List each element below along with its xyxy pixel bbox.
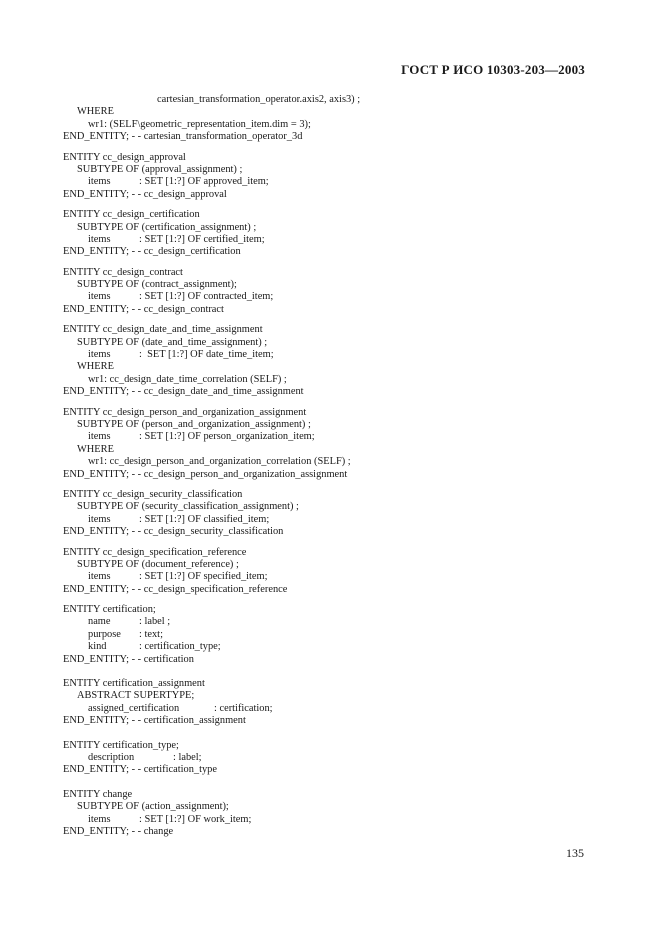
supertype-clause: ABSTRACT SUPERTYPE; <box>77 690 195 702</box>
entity-declaration: ENTITY cc_design_contract <box>63 266 183 278</box>
attribute-name: purpose <box>88 628 121 640</box>
entity-cc-design-security-classification <box>63 489 623 539</box>
attribute-row <box>63 752 623 764</box>
attribute-row <box>63 176 623 188</box>
attribute-name: items <box>88 513 111 525</box>
subtype-clause: SUBTYPE OF (action_assignment); <box>77 801 229 813</box>
entity-cc-design-specification-reference <box>63 547 623 597</box>
attribute-name: items <box>88 349 111 361</box>
end-entity: END_ENTITY; - - cc_design_security_classification <box>63 526 284 538</box>
end-entity: END_ENTITY; - - cc_design_date_and_time_assignment <box>63 386 304 398</box>
attribute-type: : label ; <box>139 616 171 628</box>
subtype-clause: SUBTYPE OF (date_and_time_assignment) ; <box>77 336 268 348</box>
entity-certification-type <box>63 740 623 777</box>
where-keyword: WHERE <box>77 106 114 118</box>
attribute-type: : certification; <box>214 702 273 714</box>
attribute-type: : label; <box>173 751 202 763</box>
subtype-clause: SUBTYPE OF (approval_assignment) ; <box>77 163 243 175</box>
attribute-name: kind <box>88 641 107 653</box>
entity-declaration: ENTITY certification; <box>63 604 156 616</box>
attribute-name: items <box>88 291 111 303</box>
entity-cc-design-date-and-time-assignment <box>63 324 623 398</box>
end-entity: END_ENTITY; - - change <box>63 825 174 837</box>
code-line: cartesian_transformation_operator.axis2, axis3) ; <box>157 94 361 105</box>
express-listing <box>63 94 623 838</box>
end-entity: END_ENTITY; - - cartesian_transformation_operator_3d <box>63 131 303 143</box>
attribute-row <box>63 234 623 246</box>
entity-cc-design-contract <box>63 267 623 317</box>
attribute-type: : SET [1:?] OF certified_item; <box>139 233 265 245</box>
subtype-clause: SUBTYPE OF (document_reference) ; <box>77 558 239 570</box>
where-rule: wr1: cc_design_date_time_correlation (SELF) ; <box>88 373 287 385</box>
attribute-row <box>63 814 623 826</box>
attribute-type: : SET [1:?] OF specified_item; <box>139 571 268 583</box>
attribute-name: items <box>88 431 111 443</box>
page-number: 135 <box>566 846 584 860</box>
subtype-clause: SUBTYPE OF (person_and_organization_assignment) ; <box>77 418 311 430</box>
entity-declaration: ENTITY cc_design_security_classification <box>63 488 243 500</box>
attribute-type: : SET [1:?] OF date_time_item; <box>139 349 274 361</box>
attribute-name: description <box>88 751 135 763</box>
attribute-row <box>63 349 623 361</box>
where-keyword: WHERE <box>77 361 114 373</box>
attribute-row <box>63 431 623 443</box>
document-header: ГОСТ Р ИСО 10303-203—2003 <box>401 62 585 77</box>
attribute-name: items <box>88 813 111 825</box>
attribute-type: : SET [1:?] OF work_item; <box>139 813 252 825</box>
entity-declaration: ENTITY cc_design_approval <box>63 151 186 163</box>
entity-declaration: ENTITY change <box>63 788 133 800</box>
where-rule: wr1: cc_design_person_and_organization_correlation (SELF) ; <box>88 456 351 468</box>
end-entity: END_ENTITY; - - cc_design_person_and_organization_assignment <box>63 468 348 480</box>
entity-cc-design-certification <box>63 209 623 259</box>
attribute-name: name <box>88 616 111 628</box>
attribute-type: : SET [1:?] OF person_organization_item; <box>139 431 315 443</box>
end-entity: END_ENTITY; - - cc_design_certification <box>63 246 241 258</box>
entity-declaration: ENTITY certification_type; <box>63 739 179 751</box>
end-entity: END_ENTITY; - - certification_assignment <box>63 715 246 727</box>
entity-certification <box>63 604 623 666</box>
attribute-row <box>63 514 623 526</box>
subtype-clause: SUBTYPE OF (security_classification_assignment) ; <box>77 501 299 513</box>
entity-declaration: ENTITY cc_design_person_and_organization_assignment <box>63 406 307 418</box>
attribute-row <box>63 571 623 583</box>
attribute-type: : SET [1:?] OF approved_item; <box>139 176 269 188</box>
attribute-row <box>63 703 623 715</box>
attribute-row <box>63 291 623 303</box>
attribute-type: : certification_type; <box>139 641 221 653</box>
end-entity: END_ENTITY; - - cc_design_approval <box>63 188 227 200</box>
end-entity: END_ENTITY; - - certification_type <box>63 764 217 776</box>
where-rule: wr1: (SELF\geometric_representation_item.dim = 3); <box>88 118 311 130</box>
subtype-clause: SUBTYPE OF (contract_assignment); <box>77 279 237 291</box>
attribute-name: items <box>88 233 111 245</box>
entity-declaration: ENTITY cc_design_date_and_time_assignment <box>63 324 263 336</box>
subtype-clause: SUBTYPE OF (certification_assignment) ; <box>77 221 257 233</box>
entity-cc-design-person-and-organization-assignment <box>63 407 623 481</box>
attribute-row <box>63 616 623 628</box>
end-entity: END_ENTITY; - - cc_design_specification_reference <box>63 583 288 595</box>
attribute-name: assigned_certification <box>88 702 180 714</box>
attribute-type: : SET [1:?] OF contracted_item; <box>139 291 274 303</box>
attribute-type: : SET [1:?] OF classified_item; <box>139 513 270 525</box>
attribute-name: items <box>88 176 111 188</box>
entity-cc-design-approval <box>63 152 623 202</box>
continuation-block <box>63 94 623 144</box>
entity-declaration: ENTITY cc_design_specification_reference <box>63 546 247 558</box>
entity-certification-assignment <box>63 678 623 728</box>
entity-declaration: ENTITY cc_design_certification <box>63 209 200 221</box>
end-entity: END_ENTITY; - - certification <box>63 653 194 665</box>
attribute-row <box>63 641 623 653</box>
attribute-name: items <box>88 571 111 583</box>
attribute-row <box>63 629 623 641</box>
end-entity: END_ENTITY; - - cc_design_contract <box>63 303 224 315</box>
entity-declaration: ENTITY certification_assignment <box>63 678 205 690</box>
entity-change <box>63 789 623 839</box>
attribute-type: : text; <box>139 628 163 640</box>
where-keyword: WHERE <box>77 443 114 455</box>
